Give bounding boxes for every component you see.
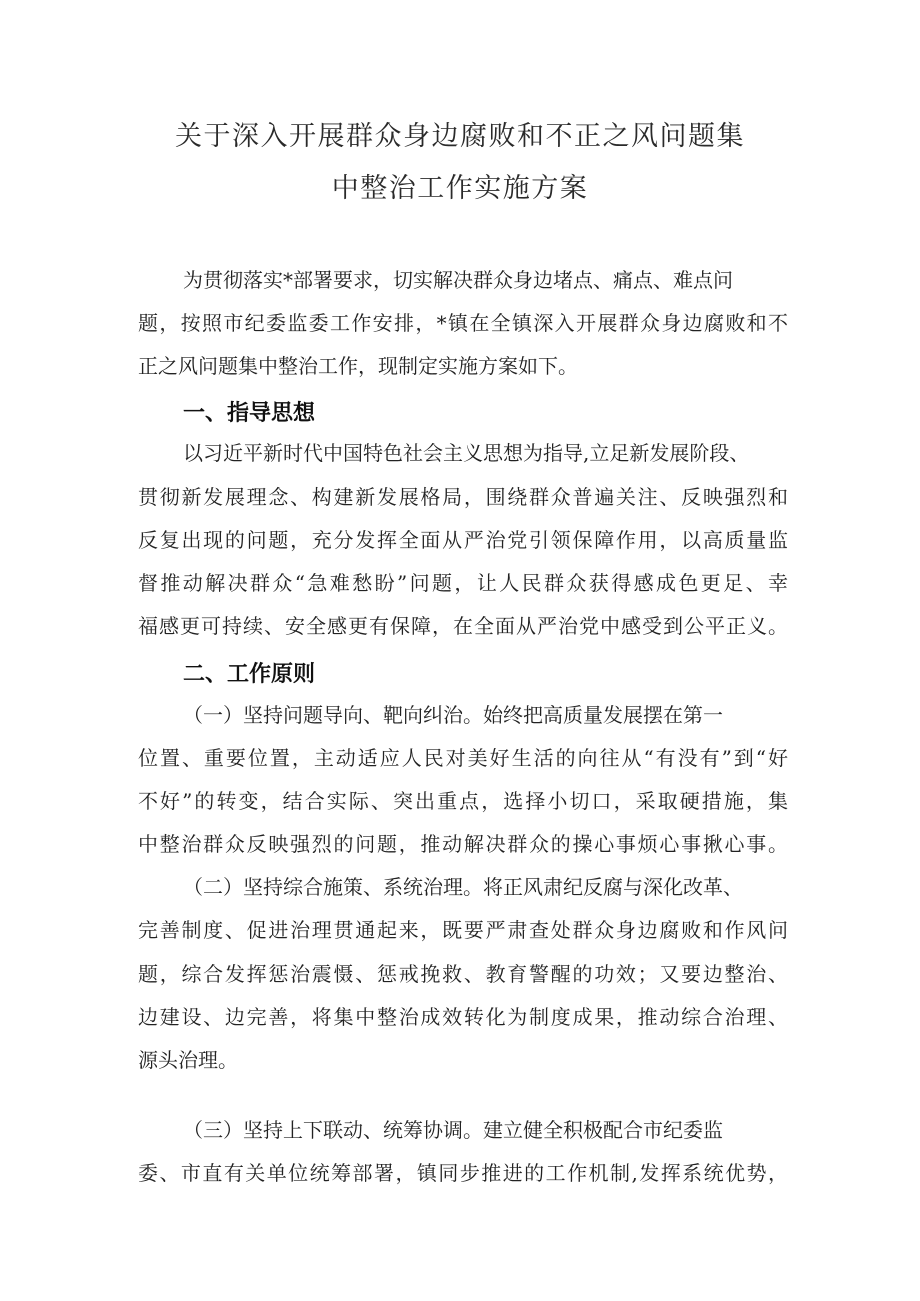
- section-2-item-3-line-1: （三）坚持上下联动、统筹协调。建立健全积极配合市纪委监: [183, 1118, 723, 1142]
- section-2-item-2-line-1: （二）坚持综合施策、系统治理。将正风肃纪反腐与深化改革、: [183, 875, 743, 899]
- section-2-item-2-line-4: 边建设、边完善，将集中整治成效转化为制度成果，推动综合治理、: [138, 1005, 788, 1029]
- section-1-line-2: 贯彻新发展理念、构建新发展格局，围绕群众普遍关注、反映强烈和: [138, 485, 788, 509]
- intro-line-2: 题，按照市纪委监委工作安排，*镇在全镇深入开展群众身边腐败和不: [138, 311, 788, 335]
- document-title-line-1: 关于深入开展群众身边腐败和不正之风问题集: [175, 121, 745, 152]
- section-2-item-1-line-3: 不好”的转变，结合实际、突出重点，选择小切口，采取硬措施，集: [138, 789, 788, 813]
- section-2-heading: 二、工作原则: [183, 662, 316, 687]
- section-2-item-2-line-5: 源头治理。: [138, 1048, 238, 1072]
- section-1-line-5: 福感更可持续、安全感更有保障，在全面从严治党中感受到公平正义。: [138, 614, 788, 638]
- section-2-item-2-line-2: 完善制度、促进治理贯通起来，既要严肃查处群众身边腐败和作风问: [138, 918, 788, 942]
- intro-line-1: 为贯彻落实*部署要求，切实解决群众身边堵点、痛点、难点问: [183, 268, 733, 292]
- document-title-line-2: 中整治工作实施方案: [331, 173, 589, 204]
- intro-line-3: 正之风问题集中整治工作，现制定实施方案如下。: [138, 354, 578, 378]
- section-2-item-3-line-2: 委、市直有关单位统筹部署，镇同步推进的工作机制,发挥系统优势，: [138, 1161, 788, 1185]
- section-1-line-3: 反复出现的问题，充分发挥全面从严治党引领保障作用，以高质量监: [138, 528, 788, 552]
- section-1-line-4: 督推动解决群众“急难愁盼”问题，让人民群众获得感成色更足、幸: [138, 571, 788, 595]
- section-2-item-1-line-1: （一）坚持问题导向、靶向纠治。始终把高质量发展摆在第一: [183, 703, 723, 727]
- section-2-item-1-line-2: 位置、重要位置，主动适应人民对美好生活的向往从“有没有”到“好: [138, 746, 788, 770]
- section-2-item-1-line-4: 中整治群众反映强烈的问题，推动解决群众的操心事烦心事揪心事。: [138, 832, 788, 856]
- section-1-line-1: 以习近平新时代中国特色社会主义思想为指导,立足新发展阶段、: [183, 441, 750, 465]
- section-1-heading: 一、指导思想: [183, 401, 316, 426]
- section-2-item-2-line-3: 题，综合发挥惩治震慑、惩戒挽救、教育警醒的功效；又要边整治、: [138, 962, 788, 986]
